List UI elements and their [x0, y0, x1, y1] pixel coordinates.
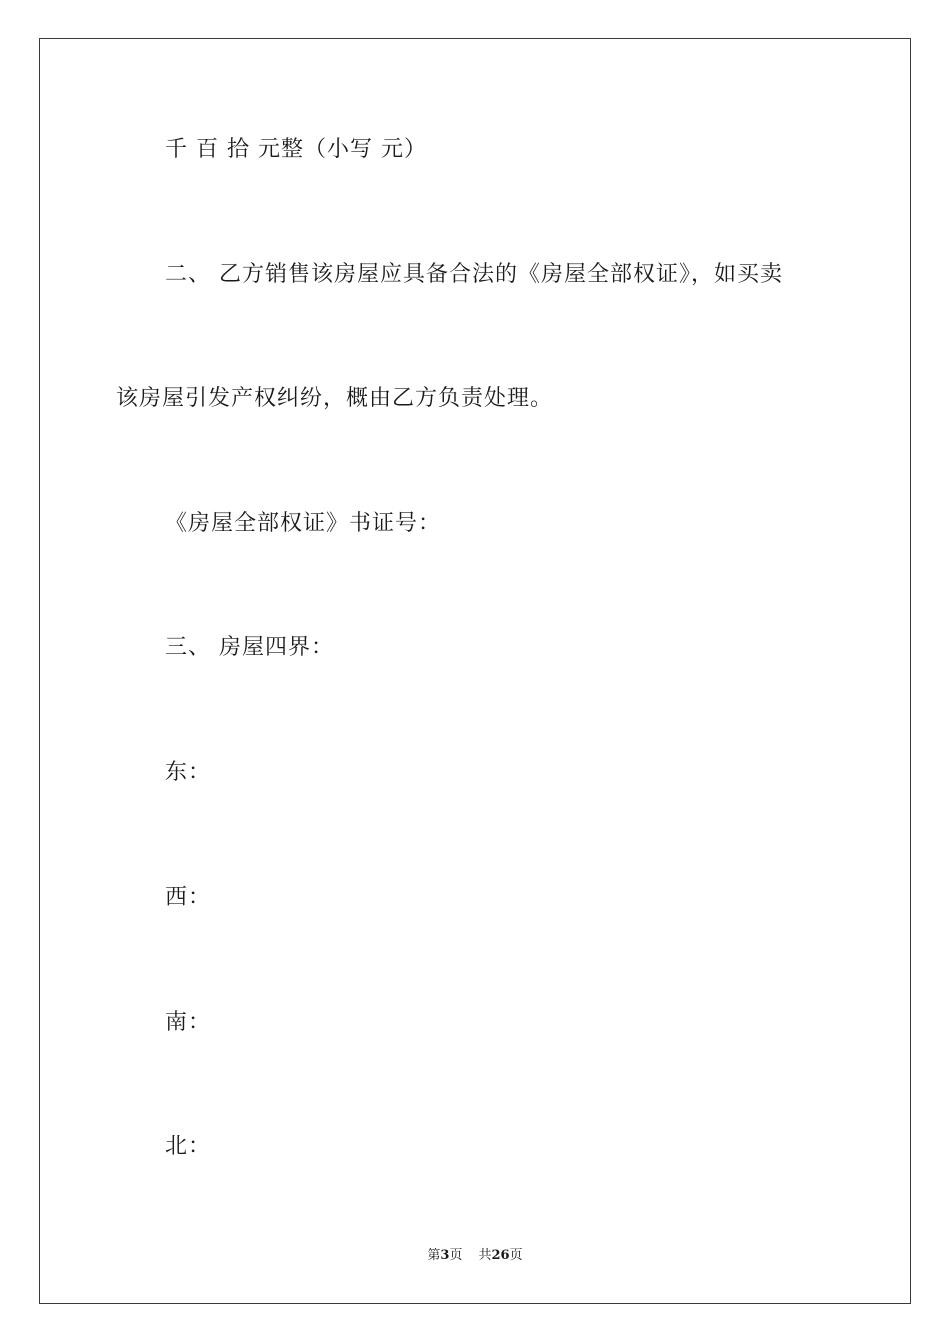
boundary-north: 北： — [165, 1134, 212, 1159]
footer-page-prefix: 第 — [427, 1248, 441, 1263]
certificate-number-line: 《房屋全部权证》书证号： — [165, 511, 442, 536]
clause-three-heading: 三、 房屋四界： — [165, 635, 334, 660]
boundary-west: 西： — [165, 885, 212, 910]
footer-total-prefix: 共 — [478, 1248, 492, 1263]
boundary-east: 东： — [165, 760, 212, 785]
footer-total-pages: 26 — [491, 1248, 510, 1263]
boundary-south: 南： — [165, 1010, 212, 1035]
page-footer — [0, 1247, 950, 1265]
page-frame — [39, 38, 911, 1304]
clause-two-line-1: 二、 乙方销售该房屋应具备合法的《房屋全部权证》，如买卖 — [165, 262, 783, 287]
footer-page-number: 3 — [440, 1248, 450, 1263]
footer-page-suffix: 页 — [449, 1248, 463, 1263]
amount-line: 千 百 拾 元整（小写 元） — [165, 137, 427, 162]
footer-total-suffix: 页 — [509, 1248, 523, 1263]
clause-two-line-2: 该房屋引发产权纠纷，概由乙方负责处理。 — [116, 386, 554, 411]
